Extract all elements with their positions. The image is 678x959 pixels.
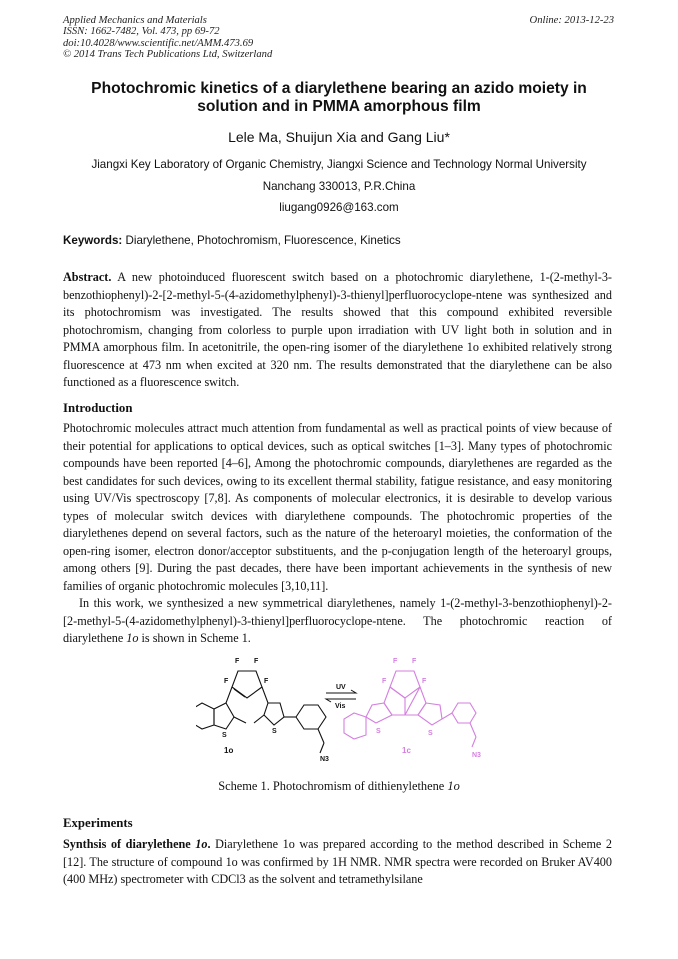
fluorine-label: F [393,658,398,665]
intro-paragraph-1: Photochromic molecules attract much attention from fundamental as well as practical points of view because of their potential for applications to optical devices, such as optical switches [1–3]. Many types of photochromic compounds have been reported [4–6], Among the photochromic compounds, diarylethenes are regarded as the best candidates for such devices, owing to its excellent thermal stability, fatigue resistance, and easy monitoring using UV/Vis spectroscopy [7,8]. As components of molecular electronics, it is desirable to develop various types of molecular switch devices with diarylethene compounds. The photochromic properties of the diarylethenes depend on several factors, such as the nature of the heteroaryl moieties, the conformation of the open-ring isomer, electron donor/acceptor substituents, and the p-conjugation length of the heteroaryl groups, among others [9]. During the past decades, there have been important achievements in the synthesis of new families of organic photochromic molecules [3,10,11]. [63,421,612,593]
fluorine-label: F [264,678,269,685]
doi: doi:10.4028/www.scientific.net/AMM.473.69 [63,37,254,49]
synthesis-label: Synthsis of diarylethene 1o. [63,837,211,851]
open-isomer-labels [222,658,329,763]
paper-title [40,80,638,116]
title-line-1: Photochromic kinetics of a diarylethene bearing an azido moiety in [91,80,587,97]
synthesis-text: Diarylethene 1o was prepared according to the method described in Scheme 2 [12]. The structure of compound 1o was confirmed by 1H NMR. NMR spectra were recorded on Bruker AV400 (400 MHz) spectrometer with CDCl3 as the solvent and tetramethylsilane [63,837,613,886]
synthesis-compound: 1o [195,837,208,851]
fluorine-label: F [422,678,427,685]
open-isomer-label: 1o [224,746,234,755]
experiments-heading: Experiments [63,816,133,830]
keywords-text: Diarylethene, Photochromism, Fluorescence, Kinetics [125,234,401,247]
sulfur-label: S [428,730,433,737]
closed-isomer-structure [344,671,476,747]
issn: ISSN: 1662-7482, Vol. 473, pp 69-72 [63,26,220,38]
intro-p2-end: is shown in Scheme 1. [141,631,251,645]
fluorine-label: F [254,658,259,665]
synthesis-label-text: Synthsis of diarylethene [63,837,191,851]
online-date: Online: 2013-12-23 [529,15,614,26]
synthesis-paragraph [63,836,612,889]
abstract [63,269,612,392]
authors: Lele Ma, Shuijun Xia and Gang Liu* [228,129,450,145]
intro-heading: Introduction [63,401,133,415]
scheme-1-figure [196,653,496,768]
journal-header [63,15,272,61]
affiliation-city: Nanchang 330013, P.R.China [262,180,416,193]
affiliation: Jiangxi Key Laboratory of Organic Chemistry, Jiangxi Science and Technology Normal University [91,158,587,171]
abstract-text: A new photoinduced fluorescent switch based on a photochromic diarylethene, 1-(2-methyl-3-benzothiophenyl)-2-[2-methyl-5-(4-azidomethylphenyl)-3-thienyl]perfluorocyclope-ntene was synthesized and its photochromism was investigated. The results showed that this compound exhibited reversible photochromism, changing from colorless to purple upon irradiation with UV light both in solution and in PMMA amorphous film. In acetonitrile, the open-ring isomer of the diarylethene 1o exhibited relatively strong fluorescence at 473 nm when excited at 320 nm. The results demonstrated that the diarylethene can be also functioned as a fluorescence switch. [63,270,612,389]
keywords-label: Keywords: [63,234,123,247]
azide-label: N3 [320,756,329,763]
fluorine-label: F [224,678,229,685]
closed-isomer-labels [376,658,481,759]
caption-text: Scheme 1. Photochromism of dithienylethene [218,779,445,793]
uv-label: UV [336,684,346,691]
sulfur-label: S [222,732,227,739]
scheme-caption [40,779,638,794]
sulfur-label: S [272,728,277,735]
fluorine-label: F [412,658,417,665]
fluorine-label: F [235,658,240,665]
caption-compound: 1o [447,779,460,793]
intro-p2-text: In this work, we synthesized a new symmetrical diarylethenes, namely 1-(2-methyl-3-benzothiophenyl)-2-[2-methyl-5-(4-azidomethylphenyl)-3-thienyl]perfluorocyclope-ntene. The photochromic reaction of diarylethene [63,596,612,645]
fluorine-label: F [382,678,387,685]
keywords [63,234,401,247]
email: liugang0926@163.com [279,201,399,214]
copyright: © 2014 Trans Tech Publications Ltd, Switzerland [63,49,273,61]
vis-label: Vis [335,703,346,710]
azide-label: N3 [472,752,481,759]
intro-paragraph-2 [63,595,612,648]
title-line-2: solution and in PMMA amorphous film [197,98,481,115]
open-isomer-structure [196,671,326,753]
compound-ref: 1o [126,631,139,645]
abstract-label: Abstract. [63,270,112,284]
sulfur-label: S [376,728,381,735]
journal-name: Applied Mechanics and Materials [63,15,207,26]
closed-isomer-label: 1c [402,746,411,755]
photoreaction-arrows [326,690,356,702]
